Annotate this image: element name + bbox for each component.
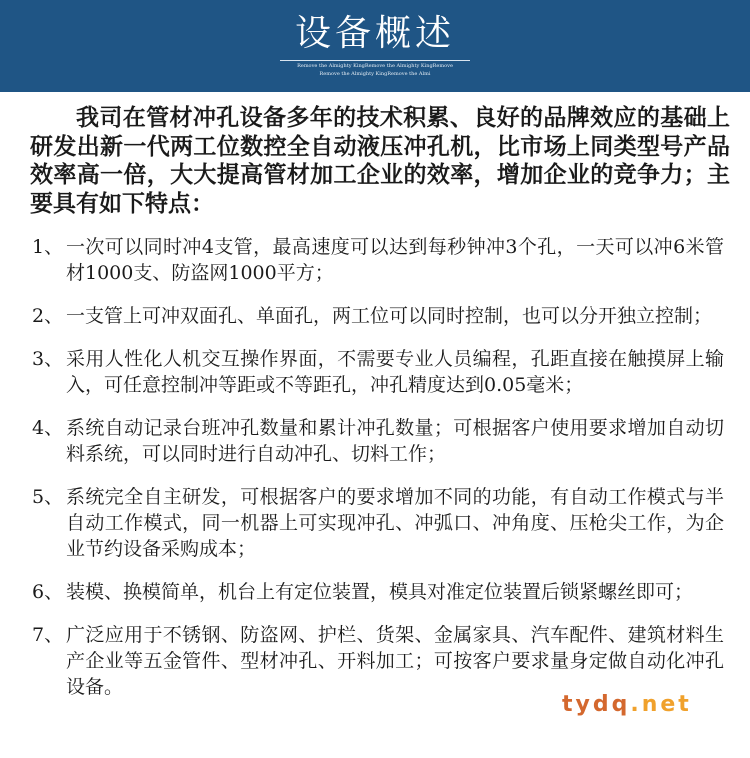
feature-item bbox=[32, 303, 724, 329]
subtitle-line-1: Remove the Almighty KingRemove the Almighty KingRemove bbox=[297, 63, 453, 69]
feature-item bbox=[32, 484, 724, 562]
feature-number: 5、 bbox=[32, 486, 64, 508]
watermark-part-2: .net bbox=[630, 692, 692, 717]
feature-text: 广泛应用于不锈钢、防盗网、护栏、货架、金属家具、汽车配件、建筑材料生产企业等五金管件、型材冲孔、开料加工；可按客户要求量身定做自动化冲孔设备。 bbox=[66, 624, 724, 698]
feature-text: 采用人性化人机交互操作界面，不需要专业人员编程，孔距直接在触摸屏上输入，可任意控制冲等距或不等距孔，冲孔精度达到0.05毫米； bbox=[66, 348, 724, 396]
feature-text: 系统完全自主研发，可根据客户的要求增加不同的功能，有自动工作模式与半自动工作模式，同一机器上可实现冲孔、冲弧口、冲角度、压枪尖工作，为企业节约设备采购成本； bbox=[66, 486, 724, 560]
feature-number: 4、 bbox=[32, 417, 64, 439]
header-banner bbox=[0, 0, 750, 92]
feature-number: 2、 bbox=[32, 305, 64, 327]
feature-number: 1、 bbox=[32, 236, 64, 258]
feature-text: 一次可以同时冲4支管，最高速度可以达到每秒钟冲3个孔，一天可以冲6米管材1000支、防盗网1000平方； bbox=[66, 236, 724, 284]
feature-number: 6、 bbox=[32, 581, 64, 603]
subtitle-line-2: Remove the Almighty KingRemove the Almi bbox=[319, 71, 431, 77]
feature-item bbox=[32, 622, 724, 700]
feature-number: 7、 bbox=[32, 624, 64, 646]
feature-item bbox=[32, 234, 724, 286]
feature-text: 一支管上可冲双面孔、单面孔，两工位可以同时控制，也可以分开独立控制； bbox=[66, 305, 713, 327]
feature-item bbox=[32, 579, 724, 605]
site-watermark bbox=[562, 692, 692, 718]
feature-text: 系统自动记录台班冲孔数量和累计冲孔数量；可根据客户使用要求增加自动切料系统，可以同时进行自动冲孔、切料工作； bbox=[66, 417, 724, 465]
feature-list bbox=[32, 234, 724, 717]
title-divider bbox=[280, 60, 470, 61]
feature-text: 装模、换模简单，机台上有定位装置，模具对准定位装置后锁紧螺丝即可； bbox=[66, 581, 694, 603]
feature-item bbox=[32, 346, 724, 398]
watermark-part-1: tydq bbox=[562, 692, 631, 717]
feature-number: 3、 bbox=[32, 348, 64, 370]
intro-paragraph: 我司在管材冲孔设备多年的技术积累、良好的品牌效应的基础上研发出新一代两工位数控全自动液压冲孔机，比市场上同类型号产品效率高一倍，大大提高管材加工企业的效率，增加企业的竞争力；主要具有如下特点： bbox=[30, 105, 730, 217]
page-title: 设备概述 bbox=[294, 13, 455, 54]
feature-item bbox=[32, 415, 724, 467]
